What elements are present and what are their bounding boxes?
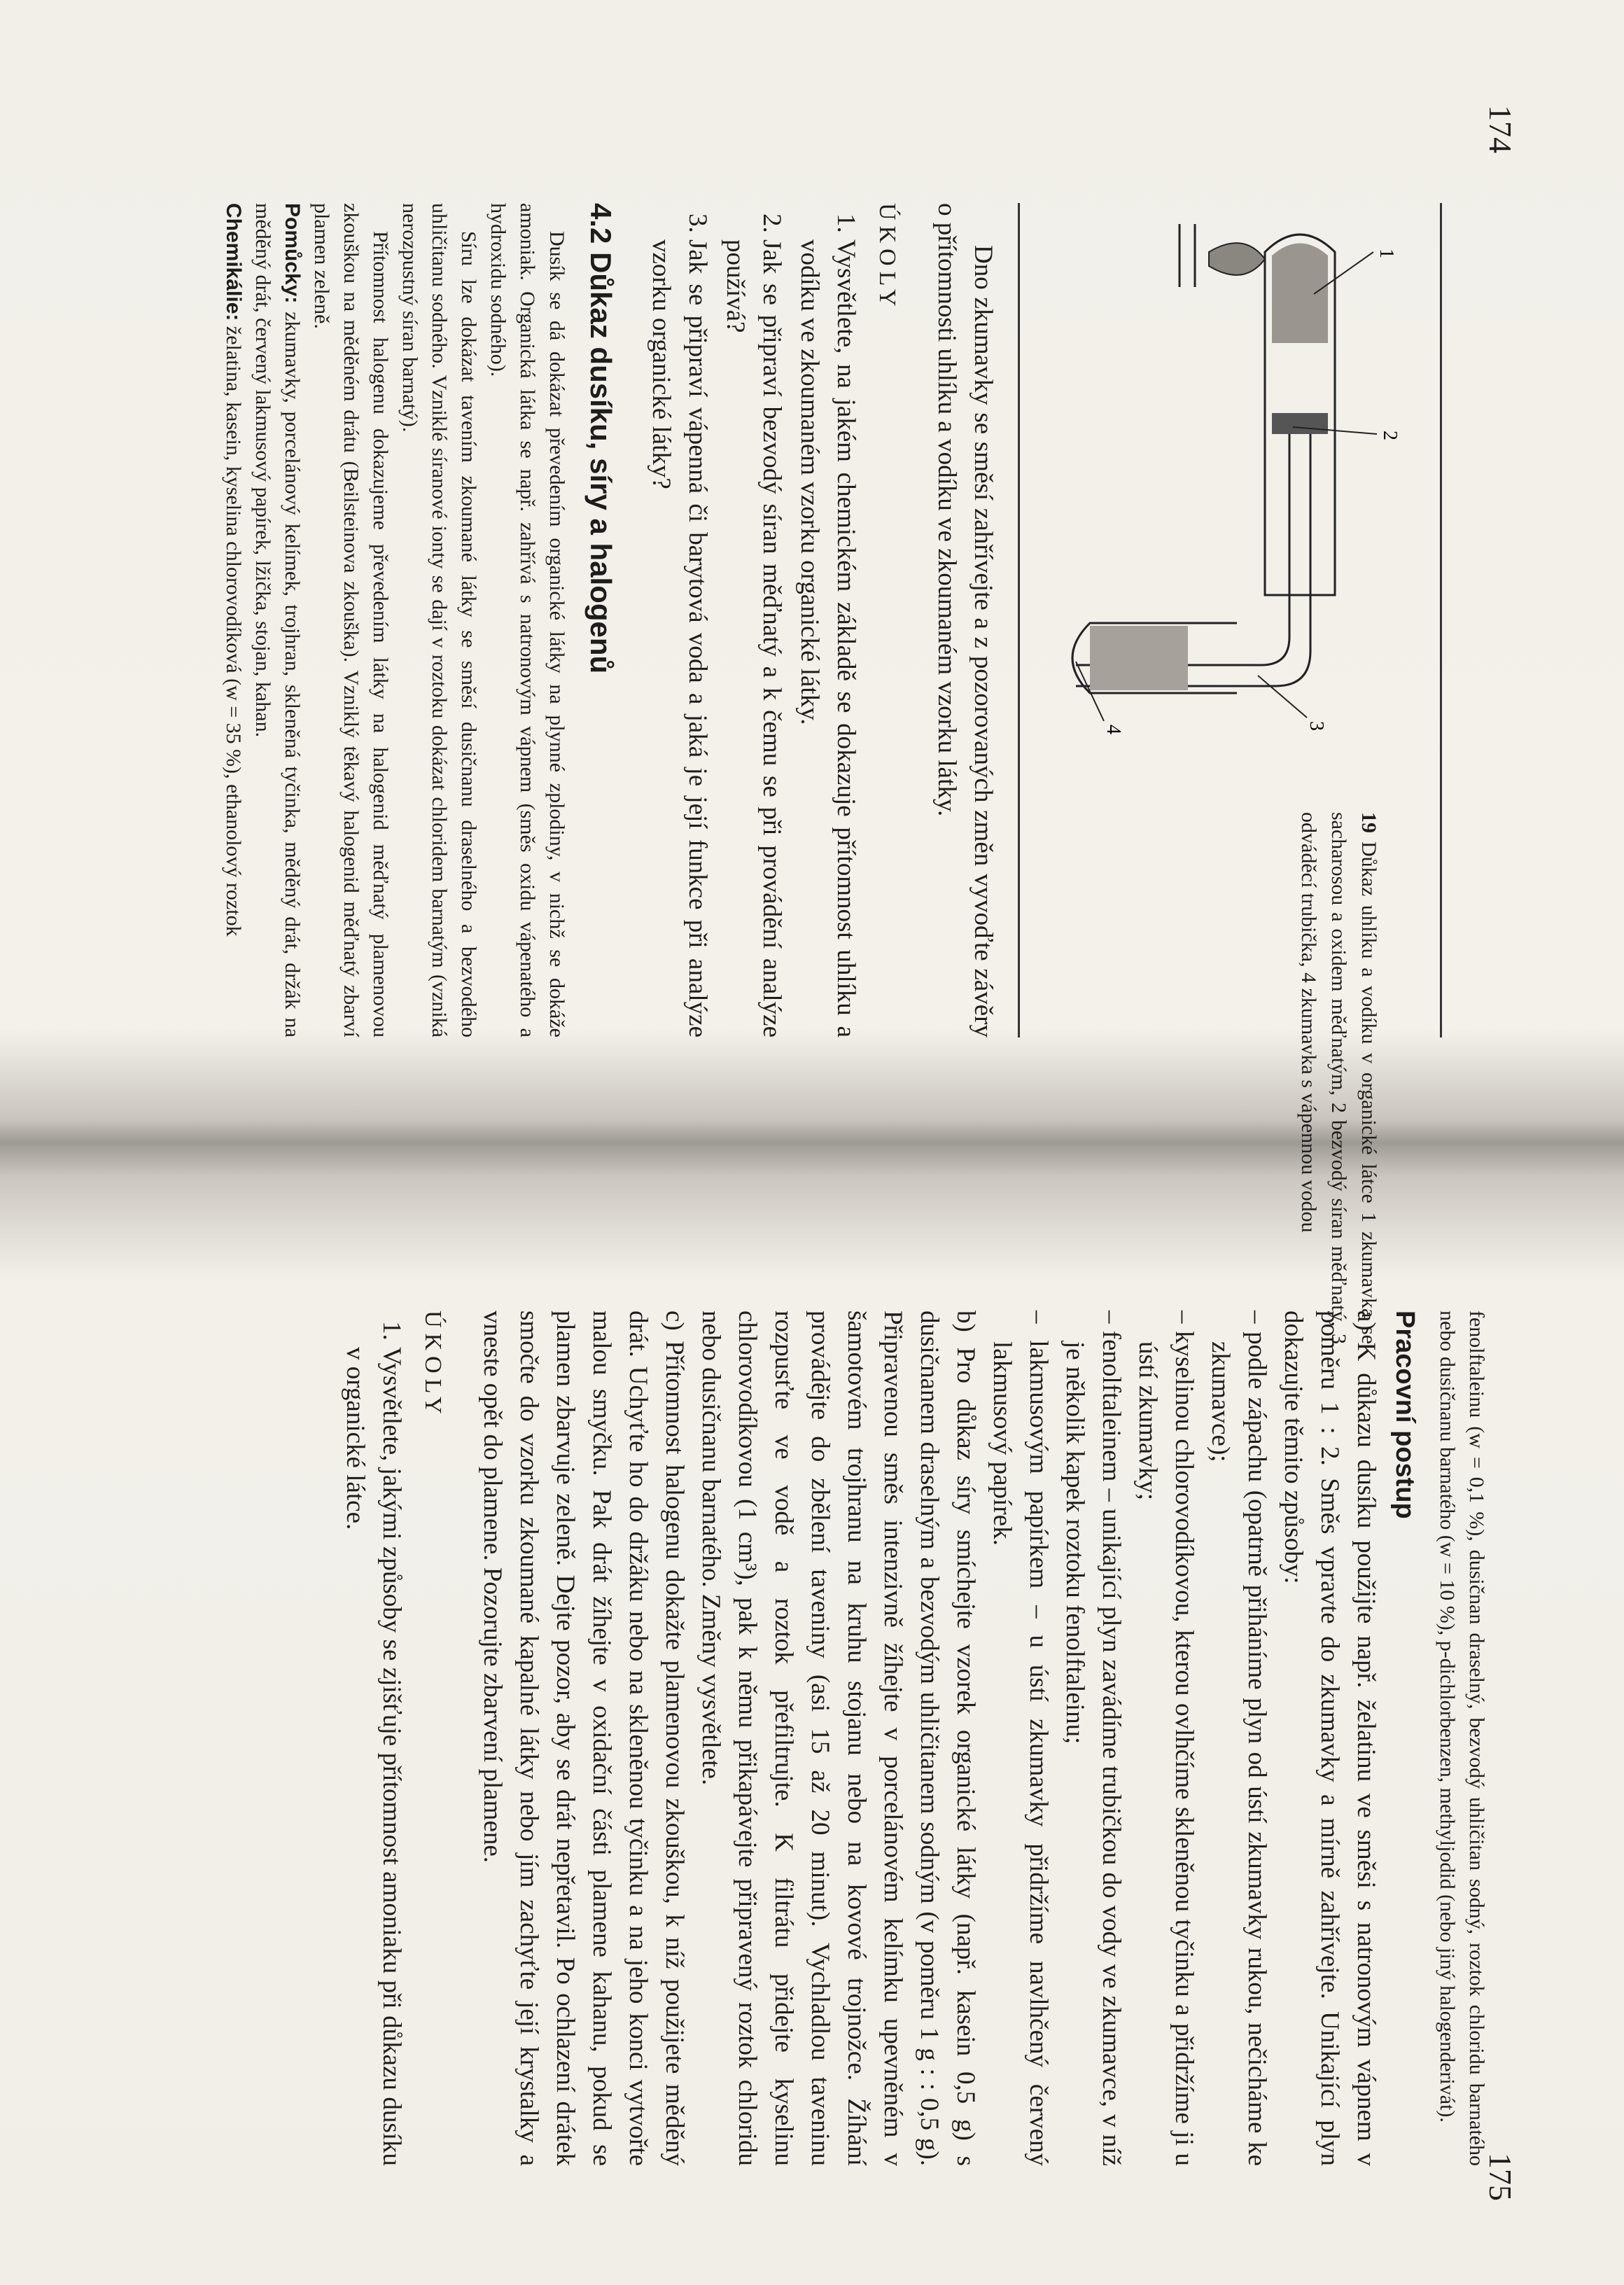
right-page xyxy=(0,1142,1624,2285)
figure-19 xyxy=(1020,203,1442,1344)
task-item: 2. Jak se připraví bezvodý síran měďnatý a k čemu se při provádění analýze používá? xyxy=(717,239,790,1037)
procedure-step-a: a) K důkazu dusíku použijte např. želatinu ve směsi s natronovým vápnem v poměru 1 : 2. Směs vpravte do zkumavky a mírně zahřívejte. Unikající plyn dokazujte těmito způsoby: xyxy=(1279,1311,1380,2166)
equipment-label: Pomůcky: xyxy=(281,203,304,304)
equipment-line xyxy=(248,203,307,1037)
tasks-list-left xyxy=(643,203,864,1037)
procedure-step-b: b) Pro důkaz síry smíchejte vzorek organické látky (např. kasein 0,5 g) s dusičnanem draselným a bezvodým uhličitanem sodným (v poměru 1 g : : 0,5 g). Připravenou směs intenzivně žíhejte v porcelánovém kelímku upevněném v šamotovém trojhranu na kruhu stojanu nebo na kovové trojnožce. Žíhání provádějte do zbělení taveniny (asi 15 až 20 minut). Vychladlou taveninu rozpusťte ve vodě a roztok přefiltrujte. K filtrátu přidejte kyselinu chlorovodíkovou (1 cm³), pak k němu přikapávejte připravený roztok chloridu nebo dusičnanu barnatého. Změny vysvětlete. xyxy=(696,1311,980,2166)
step-a-item: – podle zápachu (opatrně přiháníme plyn od ústí zkumavky rukou, nečicháme ke zkumavce); xyxy=(1206,1311,1271,2166)
callout-4: 4 xyxy=(1102,725,1124,734)
chemicals-line xyxy=(218,203,248,1037)
continuation-paragraph: fenolftaleinu (w = 0,1 %), dusičnan draselný, bezvodý uhličitan sodný, roztok chloridu barnatého nebo dusičnanu barnatého (w = 10 %), p-dichlorbenzen, methyljodid (nebo jiný halogenderivát). xyxy=(1436,1311,1488,2166)
apparatus-diagram xyxy=(1020,203,1440,805)
figure-number: 19 xyxy=(1357,812,1380,833)
intro-paragraph: Dno zkumavky se směsí zahřívejte a z pozorovaných změn vyvoďte závěry o přítomnosti uhlíku a vodíku ve zkoumaném vzorku látky. xyxy=(932,203,997,1037)
figure-caption-text: Důkaz uhlíku a vodíku v organické látce 1 zkumavka se sacharosou a oxidem měďnatým, 2 bezvodý síran měďnatý, 3 odváděcí trubička, 4 zkumavka s vápennou vodou xyxy=(1297,812,1380,1344)
step-a-item: – lakmusovým papírkem – u ústí zkumavky přidržíme navlhčený červený lakmusový papírek. xyxy=(988,1311,1053,2166)
callout-1: 1 xyxy=(1376,249,1397,258)
step-a-item: – fenolftaleinem – unikající plyn zavádíme trubičkou do vody ve zkumavce, v níž je několik kapek roztoku fenolftaleinu; xyxy=(1060,1311,1126,2166)
tasks-heading-right: ÚKOLY xyxy=(420,1311,446,1420)
procedure-body xyxy=(474,1311,1384,2166)
task-item: 1. Vysvětlete, jakými způsoby se zjišťuje přítomnost amoniaku při důkazu dusíku v organické látce. xyxy=(337,1347,410,2166)
task-item: 1. Vysvětlete, na jakém chemickém základě se dokazuje přítomnost uhlíku a vodíku ve zkoumaném vzorku organické látky. xyxy=(791,239,864,1037)
section-body xyxy=(218,203,571,1037)
procedure-step-c: c) Přítomnost halogenu dokažte plamenovou zkouškou, k níž použijete měděný drát. Uchyťte ho do držáku nebo na skleněnou tyčinku a na jeho konci vytvořte malou smyčku. Pak drát žíhejte v oxidační části plamene kahanu, pokud se plamen zbarvuje zeleně. Dejte pozor, aby se drát nepřetavil. Po ochlazení drátek smočte do vzorku zkoumané kapalné látky nebo jím zachyťte její krystalky a vneste opět do plamene. Pozorujte zbarvení plamene. xyxy=(478,1311,689,2166)
equipment-text: zkumavky, porcelánový kelímek, trojhran, skleněná tyčinka, měděný drát, držák na měděný drát, červený lakmusový papírek, lžička, stojan, kahan. xyxy=(251,203,304,1037)
tasks-list-right xyxy=(337,1311,410,2166)
tasks-heading-left: ÚKOLY xyxy=(874,203,900,312)
callout-3: 3 xyxy=(1306,721,1327,731)
page-number-left: 174 xyxy=(1483,105,1518,153)
paragraph-halogen: Přítomnost halogenu dokazujeme převedením látky na halogenid měďnatý plamenovou zkouškou na měděném drátu (Beilsteinova zkouška). Vzniklý těkavý halogenid měďnatý zbarví plamen zeleně. xyxy=(310,203,392,1037)
paragraph-sulfur: Síru lze dokázat tavením zkoumané látky se směsí dusičnanu draselného a bezvodého uhličitanu sodného. Vzniklé síranové ionty se dají v roztoku dokázat chloridem barnatým (vzniká nerozpustný síran barnatý). xyxy=(398,203,480,1037)
callout-2: 2 xyxy=(1379,431,1401,440)
chemicals-text: želatina, kasein, kyselina chlorovodíková (w = 35 %), ethanolový roztok xyxy=(222,326,245,937)
chemicals-label: Chemikálie: xyxy=(222,203,245,321)
step-a-item: – kyselinou chlorovodíkovou, kterou ovlhčíme skleněnou tyčinku a přidržíme ji u ústí zkumavky; xyxy=(1133,1311,1198,2166)
paragraph-nitrogen: Dusík se dá dokázat převedením organické látky na plynné zplodiny, v nichž se dokáže amoniak. Organická látka se např. zahřívá s natronovým vápnem (směs oxidu vápenatého a hydroxidu sodného). xyxy=(486,203,568,1037)
task-item: 3. Jak se připraví vápenná či barytová voda a jaká je její funkce při analýze vzorku organické látky? xyxy=(643,239,715,1037)
procedure-heading: Pracovní postup xyxy=(1390,1311,1420,1519)
page-number-right: 175 xyxy=(1483,2153,1518,2201)
section-title: 4.2 Důkaz dusíku, síry a halogenů xyxy=(584,203,617,674)
